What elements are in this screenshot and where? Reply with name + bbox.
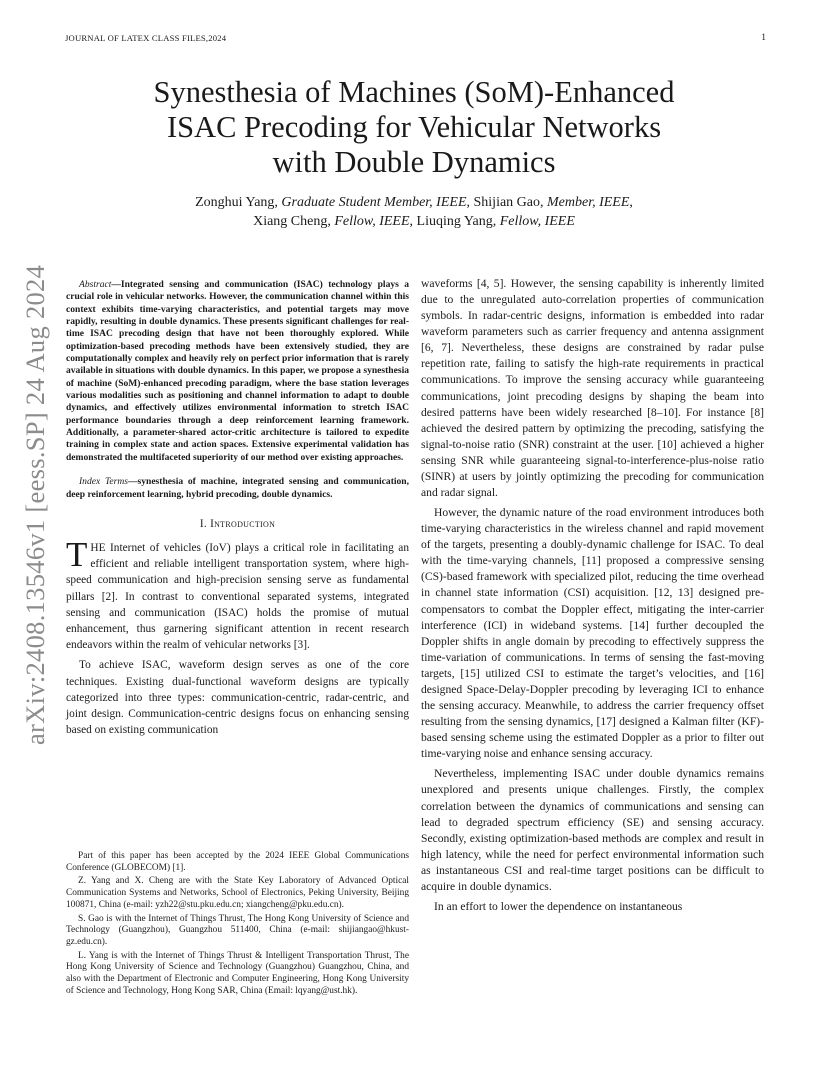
author-affiliation-title: Fellow, IEEE — [499, 214, 575, 229]
author-list — [0, 193, 828, 231]
body-paragraph: However, the dynamic nature of the road environment introduces both time-varying characteristics in the wireless channel and rapid movement of the targets, presenting a doubly-dynamic challenge for ISAC. To deal with the time-varying channels, [11] proposed a compressive sensing (CS)-based framework with specialized pilot, reducing the time overhead in channel state information (CSI) acquisition. [12, 13] designed pre-compensators to combat the Doppler effect, mitigating the inter-carrier interference (ICI) in wideband systems. [14] further decoupled the Doppler shifts in angle domain by precoding to effectively suppress the time-variation of communications. In terms of sensing the fast-moving targets, [15] utilized CSI to estimate the target’s velocities, and [16] designed Space-Delay-Doppler precoding by leveraging ICI to enhance the sensing accuracy. Meanwhile, to address the carrier frequency offset resulting from the sensing dynamics, [17] designed a Kalman filter (KF)-based sensing scheme using the estimated Doppler as a prior to filter out time-varying noise and enhance sensing accuracy. — [421, 506, 764, 761]
footnote: Z. Yang and X. Cheng are with the State Key Laboratory of Advanced Optical Communication Systems and Networks, School of Electronics, Peking University, Beijing 100871, China (e-mail: yzh22@stu.pku.edu.cn; xiangcheng@pku.edu.cn). — [66, 876, 409, 910]
page-number: 1 — [761, 33, 766, 43]
footnote: L. Yang is with the Internet of Things Thrust & Intelligent Transportation Thrust, The Hong Kong University of Science and Technology (Guangzhou) Guangzhou, China, and also with the Department of Electronic and Computer Engineering, Hong Kong University of Science and Technology, Hong Kong SAR, China (Email: lqyang@ust.hk). — [66, 950, 409, 996]
author-affiliation-title: Graduate Student Member, IEEE — [281, 195, 467, 210]
running-header: JOURNAL OF LATEX CLASS FILES,2024 — [65, 33, 227, 43]
abstract-text: —Integrated sensing and communication (ISAC) technology plays a crucial role in vehicular networks. However, the communication channel within this context exhibits time-varying characteristics, and potential targets may move rapidly, resulting in double dynamics. These presents significant challenges for real-time ISAC precoding design that have not been thoroughly explored. While optimization-based precoding methods have been extensively studied, they are computationally complex and heavily rely on perfect prior information that is rarely available in situations with double dynamics. In this paper, we propose a synesthesia of machine (SoM)-enhanced precoding paradigm, where the base station leverages various modalities such as positioning and channel information to adapt to double dynamics, and effectively utilizes environmental information to stretch ISAC performance boundaries through a deep reinforcement learning framework. Additionally, a parameter-shared actor-critic architecture is tailored to expedite training in complex state and action spaces. Extensive experimental validation has demonstrated the multifaceted superiority of our method over existing approaches. — [66, 279, 409, 463]
author-line-2 — [0, 212, 828, 231]
index-terms — [66, 476, 409, 501]
body-paragraph: Nevertheless, implementing ISAC under double dynamics remains unexplored and presents unique challenges. Firstly, the complex correlation between the dynamics of communications and sensing can lead to degraded spectrum efficiency (SE) and sensing accuracy. Secondly, existing optimization-based methods are complex and result in high latency, while the need for perfect environmental information such as instantaneous CSI and real-time target positions can be difficult to acquire in double dynamics. — [421, 767, 764, 893]
index-terms-label: Index Terms — [79, 476, 128, 488]
footnotes — [66, 851, 409, 999]
intro-smallcaps: HE — [90, 542, 106, 555]
author-name: , Shijian Gao, — [466, 195, 547, 210]
author-name: , Liuqing Yang, — [409, 214, 500, 229]
left-column — [66, 279, 409, 738]
intro-text: Internet of vehicles (IoV) plays a critical role in facilitating an efficient and reliable intelligent transportation system, where high-speed communication and high-precision sensing serve as fundamental pillars [2]. In contrast to conventional separated systems, integrated sensing and communication (ISAC) holds the promise of mutual enhancement, thus garnering significant attention in recent research endeavors within the realm of vehicular networks [3]. — [66, 542, 409, 652]
author-affiliation-title: Member, IEEE — [547, 195, 630, 210]
author-line-1 — [0, 193, 828, 212]
section-title: Introduction — [210, 517, 276, 530]
abstract — [66, 279, 409, 464]
author-name: Zonghui Yang, — [195, 195, 282, 210]
body-paragraph: In an effort to lower the dependence on instantaneous — [434, 899, 683, 913]
index-terms-text: —synesthesia of machine, integrated sensing and communication, deep reinforcement learning, hybrid precoding, double dynamics. — [66, 476, 409, 500]
title-line-3: with Double Dynamics — [272, 145, 556, 179]
section-heading-introduction — [66, 516, 409, 532]
title-line-2: ISAC Precoding for Vehicular Networks — [166, 110, 662, 144]
arxiv-identifier[interactable]: arXiv:2408.13546v1 [eess.SP] 24 Aug 2024 — [20, 264, 50, 745]
abstract-label: Abstract — [79, 279, 112, 290]
author-separator: , — [629, 195, 633, 210]
drop-cap: T — [66, 535, 88, 575]
author-name: Xiang Cheng, — [253, 214, 335, 229]
body-paragraph: waveforms [4, 5]. However, the sensing capability is inherently limited due to the unregulated auto-correlation properties of communication symbols. In radar-centric designs, information is embedded into radar waveform parameters such as carrier frequency and antenna assignment [6, 7]. Nevertheless, these designs are constrained by radar pulse repetition rate, failing to satisfy the high-rate requirements in practical communications. To improve the sensing accuracy while guaranteeing communications, joint precoding designs by shaping the beam into desired patterns have been widely researched [8–10]. For instance [8] achieved the desired pattern by optimizing the precoding, satisfying the signal-to-noise ratio (SNR) constraint at the user. [10] achieved a higher sensing SNR while guaranteeing signal-to-interference-plus-noise ratio (SINR) at users by jointly optimizing the precoding for communication and radar signal. — [421, 277, 764, 500]
right-column — [421, 276, 764, 915]
author-affiliation-title: Fellow, IEEE — [334, 214, 410, 229]
title-line-1: Synesthesia of Machines (SoM)-Enhanced — [153, 75, 675, 109]
section-numeral: I. — [199, 517, 211, 530]
footnote: S. Gao is with the Internet of Things Thrust, The Hong Kong University of Science and Technology (Guangzhou), Guangzhou 511400, China (e-mail: shijiangao@hkust-gz.edu.cn). — [66, 913, 409, 947]
footnote: Part of this paper has been accepted by the 2024 IEEE Global Communications Conference (GLOBECOM) [1]. — [66, 851, 409, 873]
intro-paragraph-2: To achieve ISAC, waveform design serves as one of the core techniques. Existing dual-functional waveform designs are typically categorized into three types: communication-centric, radar-centric, and joint design. Communication-centric designs focus on enhancing sensing based on existing communication — [66, 659, 409, 737]
paper-title — [0, 75, 828, 180]
intro-paragraph-1 — [66, 535, 409, 653]
